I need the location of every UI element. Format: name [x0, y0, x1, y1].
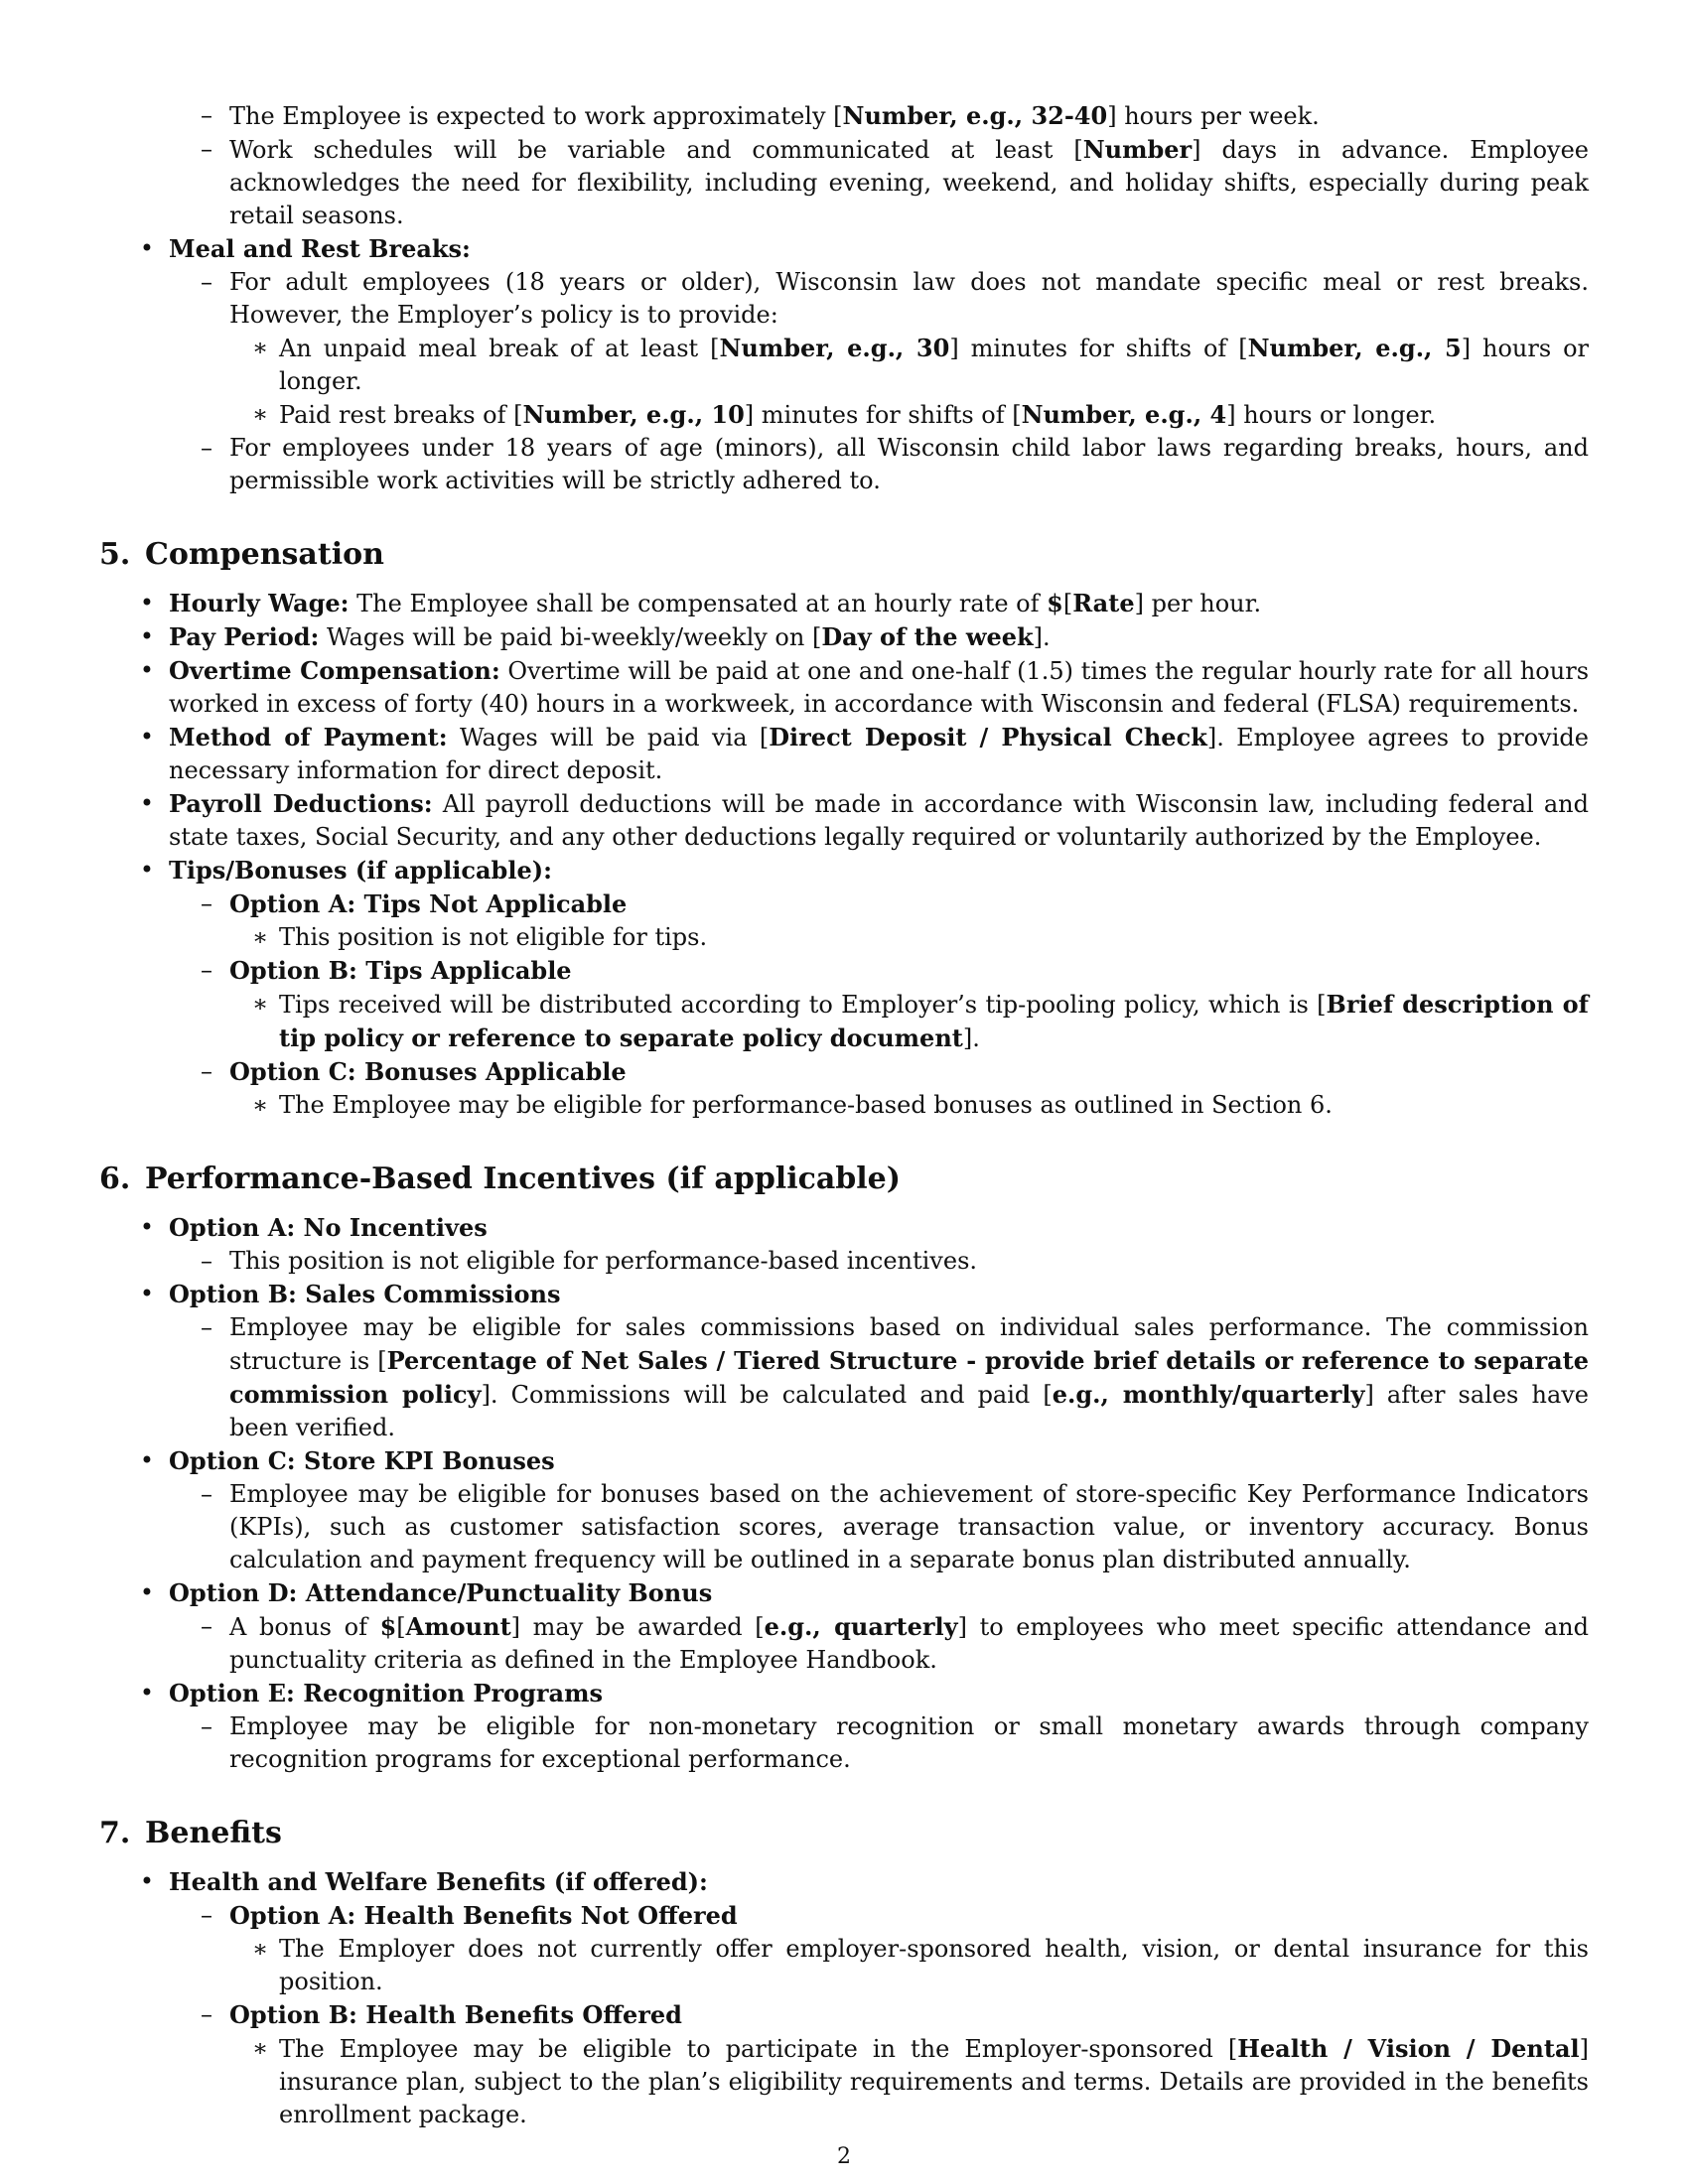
list-item: – Option B: Health Benefits Offered: [201, 2000, 682, 2029]
list-item: – Option A: Tips Not Applicable: [201, 889, 628, 918]
list-item: – For employees under 18 years of age (minors), all Wisconsin child labor laws regarding breaks, hours, and permissible work activities will be strictly adhered to.: [201, 434, 1589, 494]
compensation-list: [99, 587, 1589, 1122]
list-item: ∗ Tips received will be distributed according to Employer’s tip-pooling policy, which is [Brief description of tip policy or reference to separate policy document].: [251, 990, 1590, 1052]
list-item: • Meal and Rest Breaks:: [139, 234, 471, 263]
section-heading-compensation: 5. Compensation: [99, 537, 384, 572]
list-item: • Method of Payment: Wages will be paid via [Direct Deposit / Physical Check]. Employee agrees to provide necessary information for direct deposit.: [139, 723, 1589, 784]
list-item: – Option C: Bonuses Applicable: [201, 1057, 627, 1086]
list-item: – Employee may be eligible for bonuses based on the achievement of store-specific Key Performance Indicators (KPIs), such as customer satisfaction scores, average transaction value, or inventory accuracy. Bonus calculation and payment frequency will be outlined in a separate bonus plan distributed annually.: [201, 1480, 1589, 1573]
list-item: • Hourly Wage: The Employee shall be compensated at an hourly rate of $[Rate] per hour.: [139, 589, 1262, 617]
list-item: • Overtime Compensation: Overtime will be paid at one and one-half (1.5) times the regular hourly rate for all hours worked in excess of forty (40) hours in a workweek, in accordance with Wisconsin and federal (FLSA) requirements.: [139, 656, 1590, 718]
list-item: – This position is not eligible for performance-based incentives.: [201, 1247, 978, 1275]
list-item: ∗ The Employee may be eligible to participate in the Employer-sponsored [Health / Vision / Dental] insurance plan, subject to the plan’s eligibility requirements and terms. Details are provided in the benefits enrollment package.: [251, 2034, 1589, 2128]
list-item: – Work schedules will be variable and communicated at least [Number] days in advance. Employee acknowledges the need for flexibility, including evening, weekend, and holiday shifts, especially during peak retail seasons.: [201, 135, 1589, 229]
list-item: • Option D: Attendance/Punctuality Bonus: [139, 1578, 713, 1607]
list-item: • Option A: No Incentives: [139, 1213, 488, 1242]
list-item: ∗ This position is not eligible for tips.: [251, 923, 708, 951]
list-item: • Payroll Deductions: All payroll deductions will be made in accordance with Wisconsin law, including federal and state taxes, Social Security, and any other deductions legally required or voluntarily authorized by the Employee.: [139, 789, 1589, 851]
list-item: • Tips/Bonuses (if applicable):: [139, 856, 552, 885]
section-heading-benefits: 7. Benefits: [99, 1816, 282, 1850]
list-item: – For adult employees (18 years or older), Wisconsin law does not mandate specific meal or rest breaks. However, the Employer’s policy is to provide:: [201, 268, 1589, 329]
list-item: – Option A: Health Benefits Not Offered: [201, 1901, 738, 1930]
list-item: • Health and Welfare Benefits (if offered):: [139, 1867, 708, 1896]
benefits-list: [99, 1865, 1589, 2131]
list-item: – A bonus of $[Amount] may be awarded [e.g., quarterly] to employees who meet specific attendance and punctuality criteria as defined in the Employee Handbook.: [201, 1612, 1589, 1674]
list-item: ∗ An unpaid meal break of at least [Number, e.g., 30] minutes for shifts of [Number, e.g., 5] hours or longer.: [251, 334, 1590, 395]
list-item: ∗ The Employer does not currently offer employer-sponsored health, vision, or dental insurance for this position.: [251, 1935, 1589, 1995]
page-number: 2: [837, 2144, 851, 2169]
hours-continuation-list: [99, 99, 1589, 497]
section-heading-incentives: 6. Performance-Based Incentives (if applicable): [99, 1161, 901, 1196]
list-item: • Pay Period: Wages will be paid bi-weekly/weekly on [Day of the week].: [139, 622, 1051, 651]
list-item: ∗ The Employee may be eligible for performance-based bonuses as outlined in Section 6.: [251, 1091, 1333, 1119]
list-item: ∗ Paid rest breaks of [Number, e.g., 10] minutes for shifts of [Number, e.g., 4] hours or longer.: [251, 400, 1437, 429]
page-content: [99, 99, 1589, 2131]
list-item: – Option B: Tips Applicable: [201, 956, 572, 985]
list-item: – The Employee is expected to work approximately [Number, e.g., 32-40] hours per week.: [201, 101, 1320, 130]
list-item: • Option E: Recognition Programs: [139, 1679, 603, 1707]
incentives-list: [99, 1211, 1589, 1776]
list-item: • Option C: Store KPI Bonuses: [139, 1446, 555, 1475]
list-item: • Option B: Sales Commissions: [139, 1280, 561, 1308]
list-item: – Employee may be eligible for sales commissions based on individual sales performance. The commission structure is [Percentage of Net Sales / Tiered Structure - provide brief details or reference to separate commission policy]. Commissions will be calculated and paid [e.g., monthly/quarterly] after sales have been verified.: [201, 1313, 1590, 1441]
list-item: – Employee may be eligible for non-monetary recognition or small monetary awards through company recognition programs for exceptional performance.: [201, 1712, 1589, 1773]
